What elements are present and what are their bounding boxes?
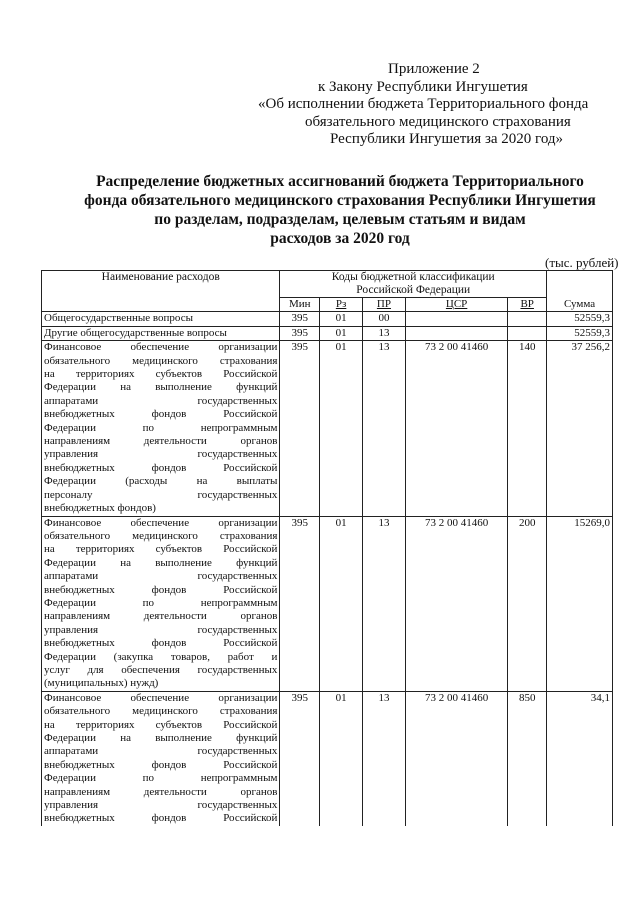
row-vr: 850: [508, 691, 547, 826]
row-vr: 140: [508, 341, 547, 516]
row-name-line: внебюджетных фондов Российской: [44, 812, 278, 825]
row-pr: 13: [363, 516, 406, 691]
row-name: [42, 341, 280, 516]
row-rz: 01: [320, 326, 363, 340]
title-line: по разделам, подразделам, целевым статьям и видам: [154, 211, 526, 228]
row-name-line: на территориях субъектов Российской: [44, 368, 278, 381]
row-name-line: услуг для обеспечения государственных: [44, 663, 278, 676]
law-title-line2: обязательного медицинского страхования: [305, 114, 571, 130]
table-header-row: [42, 271, 613, 298]
row-min: 395: [280, 312, 320, 326]
row-vr: [508, 312, 547, 326]
row-rz: 01: [320, 312, 363, 326]
row-name-line: обязательного медицинского страхования: [44, 529, 278, 542]
row-name-line: Федерации на выполнение функций: [44, 732, 278, 744]
header-sum: Сумма: [547, 298, 613, 312]
law-reference: к Закону Республики Ингушетия: [318, 79, 528, 95]
row-name: [42, 691, 280, 826]
row-name: Другие общегосударственные вопросы: [42, 326, 280, 340]
row-min: 395: [280, 691, 320, 826]
row-pr: 13: [363, 691, 406, 826]
row-name-line: Финансовое обеспечение организации: [44, 691, 278, 704]
document-title: [60, 172, 620, 248]
header-codes-line2: Российской Федерации: [356, 284, 471, 296]
row-name-line: управления государственных: [44, 623, 278, 636]
row-name-line: управления государственных: [44, 799, 278, 812]
row-name-line: Федерации на выполнение функций: [44, 556, 278, 569]
row-csr: 73 2 00 41460: [405, 341, 507, 516]
row-rz: 01: [320, 516, 363, 691]
row-name-line: Федерации (расходы на выплаты: [44, 475, 278, 488]
row-rz: 01: [320, 691, 363, 826]
row-name-line: Федерации по непрограммным: [44, 421, 278, 434]
row-name-line: направлениям деятельности органов: [44, 435, 278, 448]
row-min: 395: [280, 341, 320, 516]
header-codes-line1: Коды бюджетной классификации: [331, 271, 495, 283]
row-name-line: направлениям деятельности органов: [44, 610, 278, 623]
row-name-line: Федерации по непрограммным: [44, 772, 278, 785]
row-name-line: направлениям деятельности органов: [44, 785, 278, 798]
row-sum: 52559,3: [547, 326, 613, 340]
header-sum-spacer: [547, 271, 613, 298]
row-name-line: внебюджетных фондов Российской: [44, 758, 278, 771]
header-pr: ПР: [363, 298, 406, 312]
header-csr: ЦСР: [405, 298, 507, 312]
row-csr: 73 2 00 41460: [405, 516, 507, 691]
table-row: [42, 691, 613, 826]
row-name-line: аппаратами государственных: [44, 745, 278, 758]
budget-table: [41, 270, 613, 826]
row-name-line: аппаратами государственных: [44, 570, 278, 583]
row-name-line: управления государственных: [44, 448, 278, 461]
row-name-line: обязательного медицинского страхования: [44, 705, 278, 718]
row-pr: 13: [363, 341, 406, 516]
row-rz: 01: [320, 341, 363, 516]
row-name-line: внебюджетных фондов Российской: [44, 637, 278, 650]
row-name-line: Финансовое обеспечение организации: [44, 516, 278, 529]
table-row: [42, 312, 613, 326]
units-note: (тыс. рублей): [545, 255, 619, 270]
title-line: Распределение бюджетных ассигнований бюджета Территориального: [96, 173, 584, 190]
row-name-line: обязательного медицинского страхования: [44, 354, 278, 367]
row-pr: 00: [363, 312, 406, 326]
row-csr: [405, 326, 507, 340]
row-name-line: внебюджетных фондов Российской: [44, 461, 278, 474]
header-vr: ВР: [508, 298, 547, 312]
row-name: Общегосударственные вопросы: [42, 312, 280, 326]
table-row: [42, 341, 613, 516]
title-line: расходов за 2020 год: [270, 230, 410, 247]
row-sum: 34,1: [547, 691, 613, 826]
row-name-line: Федерации (закупка товаров, работ и: [44, 650, 278, 663]
row-name-line: (муниципальных) нужд): [44, 677, 159, 690]
row-csr: 73 2 00 41460: [405, 691, 507, 826]
row-sum: 37 256,2: [547, 341, 613, 516]
row-min: 395: [280, 326, 320, 340]
appendix-number: Приложение 2: [388, 61, 480, 77]
row-name-line: персоналу государственных: [44, 488, 278, 501]
row-name-line: на территориях субъектов Российской: [44, 543, 278, 556]
law-title-line1: «Об исполнении бюджета Территориального фонда: [258, 96, 589, 112]
row-name-line: внебюджетных фондов Российской: [44, 408, 278, 421]
header-min: Мин: [280, 298, 320, 312]
row-min: 395: [280, 516, 320, 691]
table-row: [42, 326, 613, 340]
row-pr: 13: [363, 326, 406, 340]
header-rz: Рз: [320, 298, 363, 312]
row-name-line: Федерации по непрограммным: [44, 596, 278, 609]
header-name: Наименование расходов: [42, 271, 280, 312]
row-vr: [508, 326, 547, 340]
header-codes: [280, 271, 547, 298]
row-name-line: аппаратами государственных: [44, 394, 278, 407]
row-name-line: внебюджетных фондов Российской: [44, 583, 278, 596]
title-line: фонда обязательного медицинского страхования Республики Ингушетия: [84, 192, 596, 209]
row-name: [42, 516, 280, 691]
table-row: [42, 516, 613, 691]
law-title-line3: Республики Ингушетия за 2020 год»: [330, 131, 564, 147]
row-name-line: Финансовое обеспечение организации: [44, 341, 278, 354]
row-csr: [405, 312, 507, 326]
row-sum: 52559,3: [547, 312, 613, 326]
row-sum: 15269,0: [547, 516, 613, 691]
row-name-line: внебюджетных фондов): [44, 502, 156, 515]
row-vr: 200: [508, 516, 547, 691]
row-name-line: Федерации на выполнение функций: [44, 381, 278, 394]
row-name-line: на территориях субъектов Российской: [44, 718, 278, 731]
